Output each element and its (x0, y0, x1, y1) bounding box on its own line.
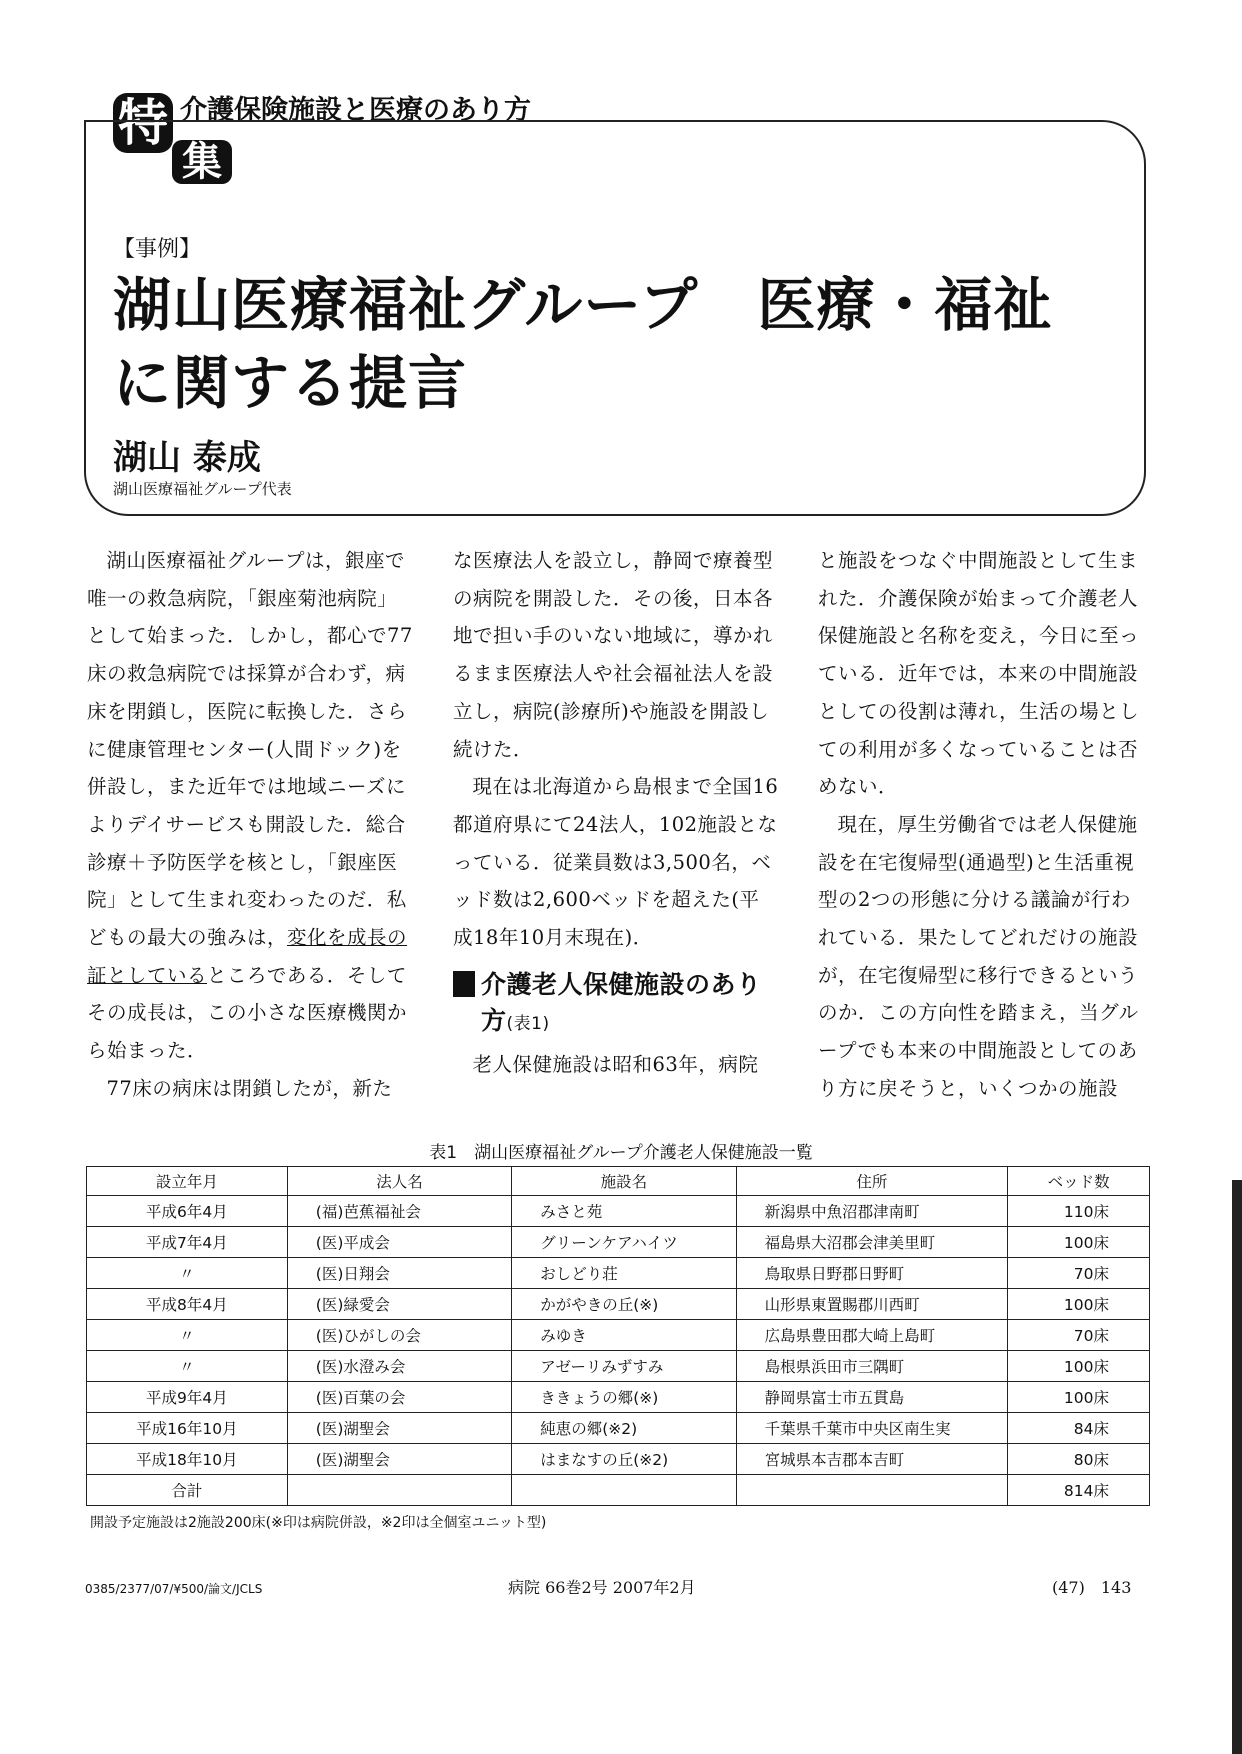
header-corporation: 法人名 (287, 1167, 511, 1196)
table-footnote: 開設予定施設は2施設200床(※印は病院併設，※2印は全個室ユニット型) (90, 1515, 547, 1531)
cell-facility: おしどり荘 (512, 1258, 736, 1289)
cell-address: 新潟県中魚沼郡津南町 (736, 1196, 1008, 1227)
cell-date: 平成6年4月 (87, 1196, 288, 1227)
table-header-row (87, 1167, 1150, 1196)
title-line-2: に関する提言 (113, 349, 468, 417)
cell-corporation: (医)緑愛会 (287, 1289, 511, 1320)
cell-facility: グリーンケアハイツ (512, 1227, 736, 1258)
cell-corporation: (医)ひがしの会 (287, 1320, 511, 1351)
cell-facility: みゆき (512, 1320, 736, 1351)
cell-facility: はまなすの丘(※2) (512, 1444, 736, 1475)
cell-date: 〃 (87, 1258, 288, 1289)
cell-empty (512, 1475, 736, 1506)
cell-address: 千葉県千葉市中央区南生実 (736, 1413, 1008, 1444)
body-column-3 (818, 542, 1144, 1108)
facility-table (86, 1166, 1150, 1506)
cell-corporation: (医)水澄み会 (287, 1351, 511, 1382)
cell-date: 平成9年4月 (87, 1382, 288, 1413)
cell-corporation: (医)日翔会 (287, 1258, 511, 1289)
cell-date: 〃 (87, 1320, 288, 1351)
cell-address: 鳥取県日野郡日野町 (736, 1258, 1008, 1289)
article-category: 【事例】 (113, 237, 202, 262)
special-badge-top: 特 (113, 93, 173, 153)
cell-empty (287, 1475, 511, 1506)
special-feature-title: 介護保険施設と医療のあり方 (180, 95, 531, 126)
section-heading-text: 介護老人保健施設のあり方 (481, 969, 762, 1035)
cell-corporation: (医)平成会 (287, 1227, 511, 1258)
table-body (87, 1196, 1150, 1506)
cell-facility: アゼーリみずすみ (512, 1351, 736, 1382)
cell-beds: 70床 (1008, 1320, 1150, 1351)
cell-beds: 100床 (1008, 1289, 1150, 1320)
paragraph-text: ところである．そしてその成長は，この小さな医療機関から始まった． (87, 963, 408, 1063)
table-row (87, 1444, 1150, 1475)
scan-edge (1232, 1180, 1242, 1754)
paragraph: 現在は北海道から島根まで全国16都道府県にて24法人，102施設となっている．従業員数は3,500名，ベッド数は2,600ベッドを超えた(平成18年10月末現在)． (453, 775, 779, 950)
paragraph: 老人保健施設は昭和63年，病院 (472, 1052, 759, 1076)
article-title (113, 266, 1052, 422)
cell-address: 宮城県本吉郡本吉町 (736, 1444, 1008, 1475)
table-row (87, 1289, 1150, 1320)
header-beds: ベッド数 (1008, 1167, 1150, 1196)
cell-address: 静岡県富士市五貫島 (736, 1382, 1008, 1413)
cell-date: 平成18年10月 (87, 1444, 288, 1475)
table-row (87, 1227, 1150, 1258)
cell-corporation: (医)百葉の会 (287, 1382, 511, 1413)
table-total-row (87, 1475, 1150, 1506)
cell-facility: かがやきの丘(※) (512, 1289, 736, 1320)
table-row (87, 1382, 1150, 1413)
cell-facility: ききょうの郷(※) (512, 1382, 736, 1413)
cell-corporation: (医)湖聖会 (287, 1444, 511, 1475)
cell-empty (736, 1475, 1008, 1506)
heading-square-icon (453, 971, 475, 997)
cell-beds: 100床 (1008, 1351, 1150, 1382)
paragraph: と施設をつなぐ中間施設として生まれた．介護保険が始まって介護老人保健施設と名称を変え，今日に至っている．近年では，本来の中間施設としての役割は薄れ，生活の場としての利用が多くなっていることは否めない． (818, 549, 1140, 799)
table-row (87, 1258, 1150, 1289)
body-column-2 (453, 542, 779, 1083)
section-heading (453, 967, 779, 1042)
paragraph: な医療法人を設立し，静岡で療養型の病院を開設した．その後，日本各地で担い手のいない地域に，導かれるまま医療法人や社会福祉法人を設立し，病院(診療所)や施設を開設し続けた． (453, 549, 774, 761)
table-row (87, 1413, 1150, 1444)
table-row (87, 1351, 1150, 1382)
cell-address: 島根県浜田市三隅町 (736, 1351, 1008, 1382)
underlined-phrase: 変化を成長の証としている (87, 926, 408, 987)
author-affiliation: 湖山医療福祉グループ代表 (113, 480, 292, 498)
section-heading-ref: (表1) (506, 1013, 550, 1034)
footer-journal: 病院 66巻2号 2007年2月 (508, 1578, 696, 1597)
paragraph (87, 542, 413, 1070)
header-date: 設立年月 (87, 1167, 288, 1196)
footer-page-number: (47) 143 (1052, 1578, 1132, 1597)
footer-code: 0385/2377/07/¥500/論文/JCLS (85, 1582, 263, 1596)
paragraph: 77床の病床は閉鎖したが，新た (106, 1076, 393, 1100)
paragraph: 現在，厚生労働省では老人保健施設を在宅復帰型(通過型)と生活重視型の2つの形態に分ける議論が行われている．果たしてどれだけの施設が，在宅復帰型に移行できるというのか．この方向性を踏まえ，当グループでも本来の中間施設としてのあり方に戻そうと，いくつかの施設 (818, 812, 1139, 1100)
cell-corporation: (医)湖聖会 (287, 1413, 511, 1444)
paragraph-text: 湖山医療福祉グループは，銀座で唯一の救急病院，「銀座菊池病院」として始まった．しかし，都心で77床の救急病院では採算が合わず，病床を閉鎖し，医院に転換した．さらに健康管理センター(人間ドック)を併設し，また近年では地域ニーズによりデイサービスも開設した．総合診療＋予防医学を核とし，「銀座医院」として生まれ変わったのだ．私どもの最大の強みは， (87, 549, 413, 950)
cell-address: 福島県大沼郡会津美里町 (736, 1227, 1008, 1258)
body-column-1 (87, 542, 413, 1108)
table-row (87, 1196, 1150, 1227)
cell-address: 山形県東置賜郡川西町 (736, 1289, 1008, 1320)
cell-date: 平成7年4月 (87, 1227, 288, 1258)
header-address: 住所 (736, 1167, 1008, 1196)
cell-beds: 100床 (1008, 1227, 1150, 1258)
cell-beds: 84床 (1008, 1413, 1150, 1444)
cell-beds: 110床 (1008, 1196, 1150, 1227)
cell-date: 平成16年10月 (87, 1413, 288, 1444)
table-caption: 表1 湖山医療福祉グループ介護老人保健施設一覧 (429, 1143, 813, 1163)
cell-beds: 80床 (1008, 1444, 1150, 1475)
cell-beds: 100床 (1008, 1382, 1150, 1413)
special-badge-bottom: 集 (172, 140, 232, 184)
cell-beds: 70床 (1008, 1258, 1150, 1289)
cell-date: 平成8年4月 (87, 1289, 288, 1320)
total-label: 合計 (87, 1475, 288, 1506)
total-value: 814床 (1008, 1475, 1150, 1506)
title-line-1: 湖山医療福祉グループ 医療・福祉 (113, 271, 1053, 339)
cell-corporation: (福)芭蕉福祉会 (287, 1196, 511, 1227)
cell-address: 広島県豊田郡大崎上島町 (736, 1320, 1008, 1351)
cell-facility: 純恵の郷(※2) (512, 1413, 736, 1444)
cell-date: 〃 (87, 1351, 288, 1382)
table-row (87, 1320, 1150, 1351)
header-facility: 施設名 (512, 1167, 736, 1196)
author-name: 湖山 泰成 (113, 438, 261, 478)
cell-facility: みさと苑 (512, 1196, 736, 1227)
